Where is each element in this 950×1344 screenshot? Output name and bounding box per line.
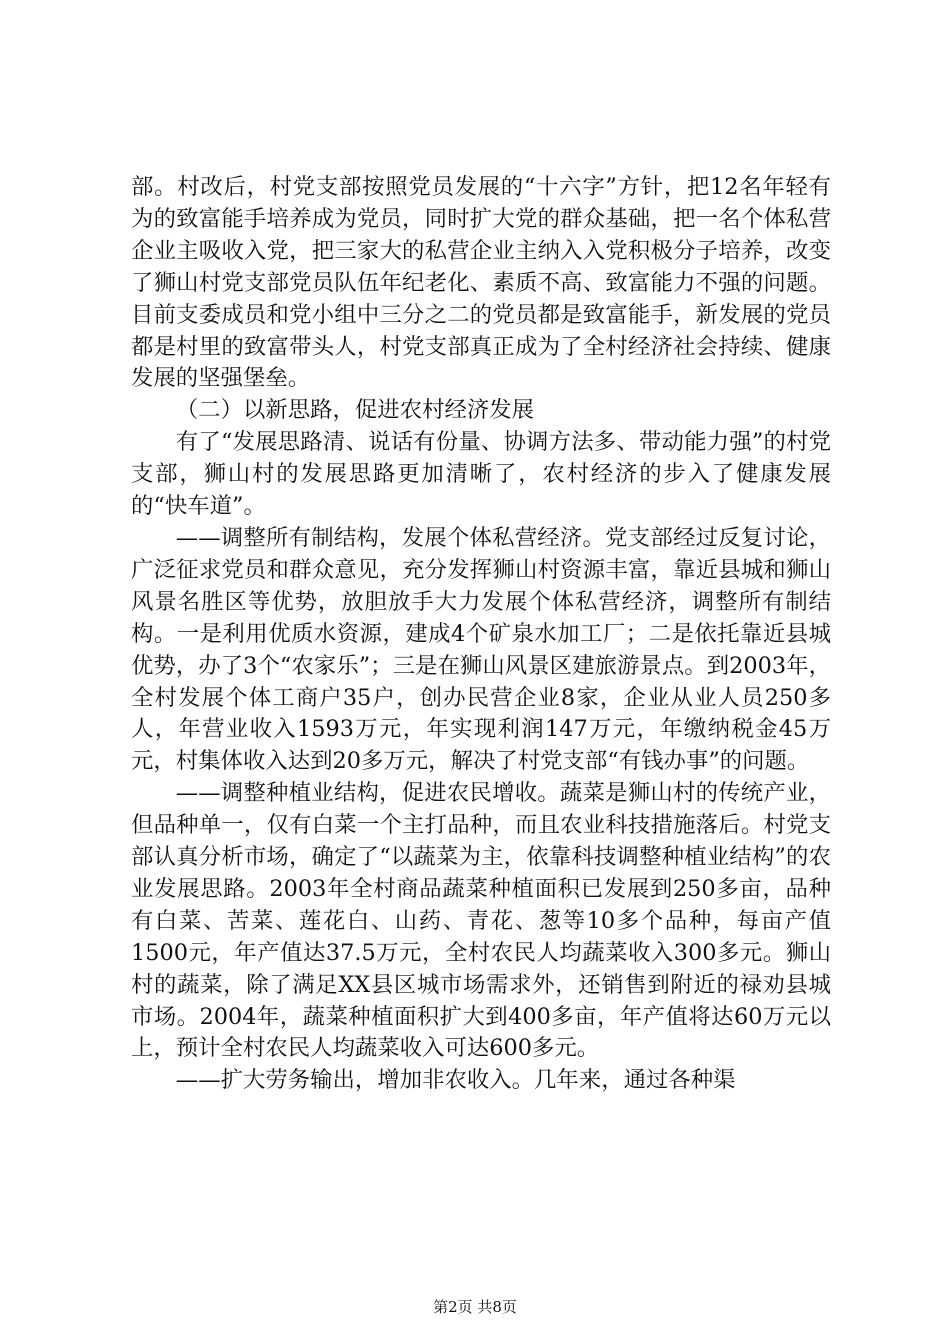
paragraph-continuation: 部。村改后，村党支部按照党员发展的“十六字”方针，把12名年轻有为的致富能手培养成为党员，同时扩大党的群众基础，把一名个体私营企业主吸收入党，把三家大的私营企业主纳入入党积极分子培养，改变了狮山村党支部党员队伍年纪老化、素质不高、致富能力不强的问题。目前支委成员和党小组中三分之二的党员都是致富能手，新发展的党员都是村里的致富带头人，村党支部真正成为了全村经济社会持续、健康发展的坚强堡垒。 (131, 174, 831, 392)
section-heading: （二）以新思路，促进农村经济发展 (175, 397, 535, 424)
paragraph-labor-export: ——扩大劳务输出，增加非农收入。几年来，通过各种渠 (175, 1067, 736, 1094)
paragraph-planting-structure: ——调整种植业结构，促进农民增收。蔬菜是狮山村的传统产业，但品种单一，仅有白菜一个主打品种，而且农业科技措施落后。村党支部认真分析市场，确定了“以蔬菜为主，依靠科技调整种植业结构”的农业发展思路。2003年全村商品蔬菜种植面积已发展到250多亩，品种有白菜、苦菜、莲花白、山药、青花、葱等10多个品种，每亩产值1500元，年产值达37.5万元，全村农民人均蔬菜收入300多元。狮山村的蔬菜，除了满足XX县区城市场需求外，还销售到附近的禄劝县城市场。2004年，蔬菜种植面积扩大到400多亩，年产值将达60万元以上，预计全村农民人均蔬菜收入可达600多元。 (131, 780, 831, 1062)
document-body (131, 172, 831, 1097)
paragraph-intro: 有了“发展思路清、说话有份量、协调方法多、带动能力强”的村党支部，狮山村的发展思路更加清晰了，农村经济的步入了健康发展的“快车道”。 (131, 429, 831, 520)
paragraph-ownership-structure: ——调整所有制结构，发展个体私营经济。党支部经过反复讨论，广泛征求党员和群众意见，充分发挥狮山村资源丰富，靠近县城和狮山风景名胜区等优势，放胆放手大力发展个体私营经济，调整所有制结构。一是利用优质水资源，建成4个矿泉水加工厂；二是依托靠近县城优势，办了3个“农家乐”；三是在狮山风景区建旅游景点。到2003年，全村发展个体工商户35户，创办民营企业8家，企业从业人员250多人，年营业收入1593万元，年实现利润147万元，年缴纳税金45万元，村集体收入达到20多万元，解决了村党支部“有钱办事”的问题。 (131, 524, 831, 775)
page-number-footer: 第2页 共8页 (433, 1298, 517, 1316)
